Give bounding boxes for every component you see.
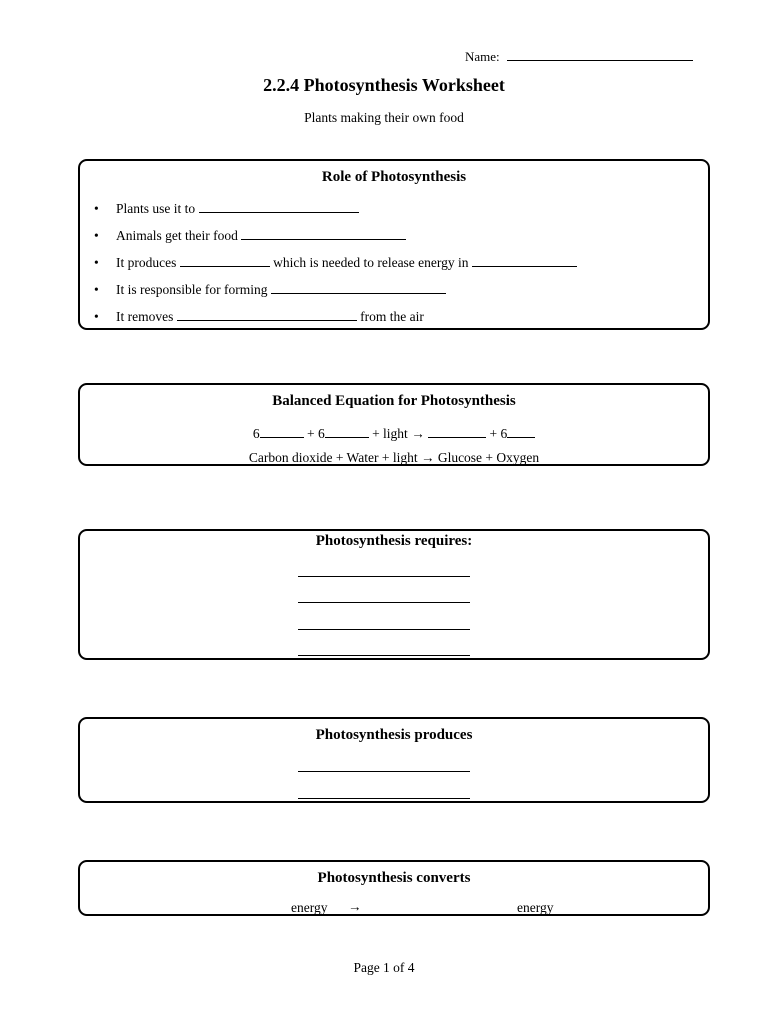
answer-blank[interactable] — [271, 280, 446, 294]
equation-words: Carbon dioxide + Water + light → Glucose + Oxygen — [248, 450, 540, 465]
list-item: • It produces which is needed to release energy in — [94, 253, 577, 271]
answer-blank[interactable] — [177, 307, 357, 321]
formula-blank[interactable] — [260, 424, 304, 438]
answer-blank[interactable] — [298, 771, 470, 772]
equation-formula: 6 + 6 + light → + 6 — [80, 424, 708, 442]
arrow-icon: → — [348, 899, 362, 914]
energy-right: energy — [517, 900, 554, 915]
list-item: • Animals get their food — [94, 226, 406, 244]
page-subtitle: Plants making their own food — [304, 110, 464, 125]
formula-blank[interactable] — [428, 424, 486, 438]
answer-blank[interactable] — [472, 253, 577, 267]
answer-blank[interactable] — [298, 798, 470, 799]
list-item: • It removes from the air — [94, 309, 424, 324]
equation-box — [78, 383, 710, 466]
converts-box — [78, 860, 710, 916]
answer-blank[interactable] — [298, 576, 470, 577]
formula-blank[interactable] — [325, 424, 369, 438]
energy-left: energy — [291, 900, 328, 915]
answer-blank[interactable] — [180, 253, 270, 267]
list-item: • It is responsible for forming — [94, 280, 446, 298]
name-label: Name: — [465, 49, 500, 64]
converts-heading: Photosynthesis converts — [317, 870, 471, 886]
arrow-icon: → — [411, 426, 425, 441]
page-title: 2.2.4 Photosynthesis Worksheet — [263, 75, 505, 95]
name-field — [465, 47, 693, 65]
answer-blank[interactable] — [241, 226, 406, 240]
role-box — [78, 159, 710, 330]
name-blank[interactable] — [507, 47, 693, 61]
produces-heading: Photosynthesis produces — [315, 727, 473, 743]
requires-box — [78, 529, 710, 660]
produces-box — [78, 717, 710, 803]
page-number: Page 1 of 4 — [353, 960, 415, 975]
answer-blank[interactable] — [199, 199, 359, 213]
answer-blank[interactable] — [298, 629, 470, 630]
requires-heading: Photosynthesis requires: — [315, 533, 473, 549]
answer-blank[interactable] — [298, 655, 470, 656]
answer-blank[interactable] — [298, 602, 470, 603]
formula-blank[interactable] — [507, 424, 535, 438]
equation-heading: Balanced Equation for Photosynthesis — [272, 393, 516, 409]
list-item: • Plants use it to — [94, 199, 359, 217]
role-heading: Role of Photosynthesis — [321, 169, 467, 185]
